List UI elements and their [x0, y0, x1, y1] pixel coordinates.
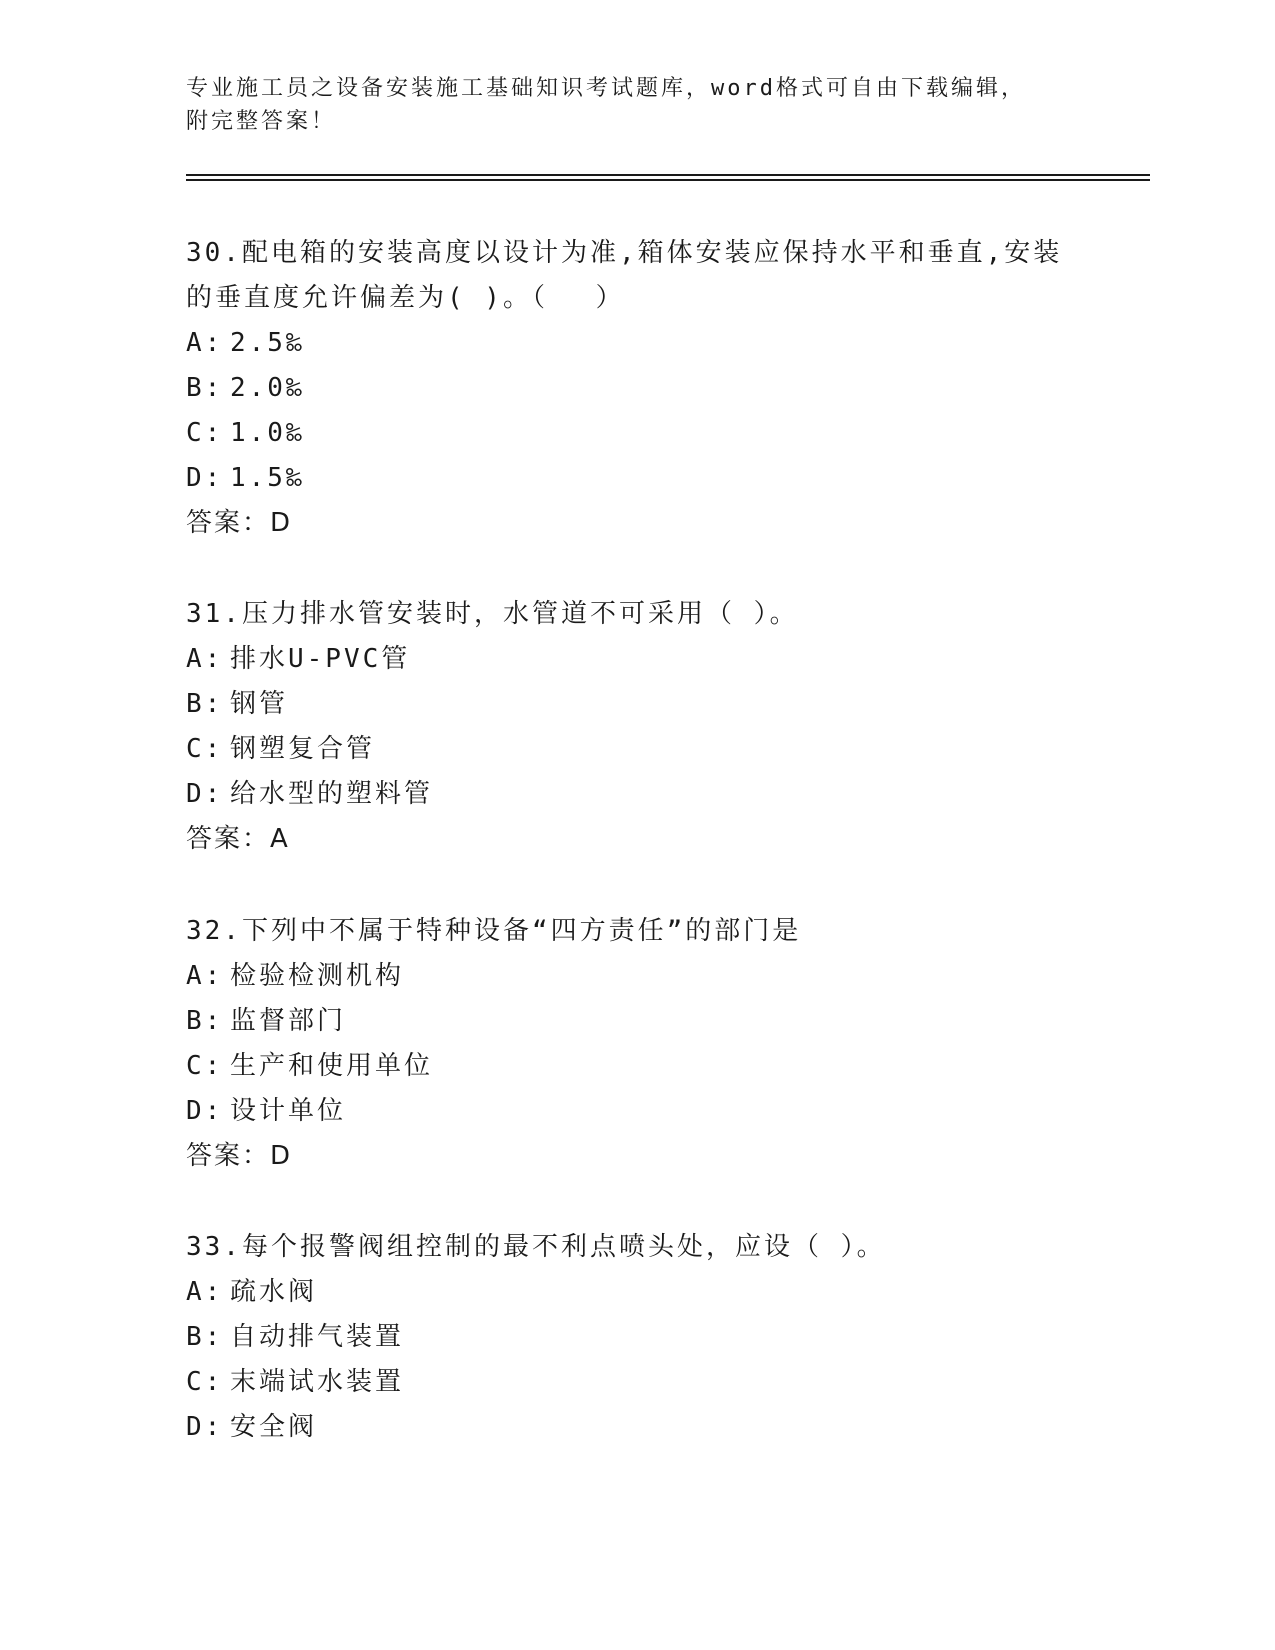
option-text: 末端试水装置 [230, 1367, 405, 1397]
option-key: B: [186, 1322, 224, 1352]
answer-line: 答案：D [186, 1141, 293, 1171]
option-text: 生产和使用单位 [230, 1051, 434, 1081]
option-key: C: [186, 734, 224, 764]
question-31 [186, 592, 1086, 862]
option-key: C: [186, 1367, 224, 1397]
option-key: A: [186, 961, 224, 991]
answer-line: 答案：D [186, 508, 293, 538]
option-a [186, 954, 1086, 999]
option-text: 2.0‰ [230, 373, 305, 403]
option-text: 2.5‰ [230, 328, 305, 358]
option-key: D: [186, 463, 224, 493]
option-text: 钢塑复合管 [230, 734, 376, 764]
option-c [186, 1044, 1086, 1089]
option-key: B: [186, 1006, 224, 1036]
option-text: 1.0‰ [230, 418, 305, 448]
option-text: 自动排气装置 [230, 1322, 405, 1352]
option-c [186, 1360, 1086, 1405]
option-text: 给水型的塑料管 [230, 779, 434, 809]
option-a [186, 321, 1086, 366]
answer-line: 答案：A [186, 824, 290, 854]
question-stem: 32.下列中不属于特种设备“四方责任”的部门是 [186, 916, 802, 946]
option-key: A: [186, 1277, 224, 1307]
option-key: A: [186, 644, 224, 674]
option-text: 安全阀 [230, 1412, 318, 1442]
header-double-rule [186, 174, 1150, 181]
option-key: D: [186, 1096, 224, 1126]
option-key: B: [186, 689, 224, 719]
option-text: 设计单位 [230, 1096, 347, 1126]
option-text: 1.5‰ [230, 463, 305, 493]
option-d [186, 456, 1086, 501]
question-stem: 30.配电箱的安装高度以设计为准,箱体安装应保持水平和垂直,安装的垂直度允许偏差为( )。（ ） [186, 238, 1063, 313]
option-key: C: [186, 418, 224, 448]
option-b [186, 682, 1086, 727]
option-b [186, 1315, 1086, 1360]
option-b [186, 999, 1086, 1044]
option-key: D: [186, 1412, 224, 1442]
option-key: A: [186, 328, 224, 358]
option-d [186, 772, 1086, 817]
question-33 [186, 1225, 1086, 1450]
option-a [186, 637, 1086, 682]
option-b [186, 366, 1086, 411]
option-c [186, 411, 1086, 456]
question-32 [186, 909, 1086, 1179]
option-text: 检验检测机构 [230, 961, 405, 991]
option-c [186, 727, 1086, 772]
question-stem: 31.压力排水管安装时，水管道不可采用（ ）。 [186, 599, 799, 629]
question-stem: 33.每个报警阀组控制的最不利点喷头处，应设（ ）。 [186, 1232, 886, 1262]
option-key: D: [186, 779, 224, 809]
option-a [186, 1270, 1086, 1315]
option-key: C: [186, 1051, 224, 1081]
question-30 [186, 231, 1086, 546]
document-header-note: 专业施工员之设备安装施工基础知识考试题库，word格式可自由下载编辑，附完整答案！ [186, 76, 1026, 134]
option-text: 监督部门 [230, 1006, 347, 1036]
option-text: 排水U-PVC管 [230, 644, 411, 674]
option-d [186, 1089, 1086, 1134]
option-text: 钢管 [230, 689, 289, 719]
option-d [186, 1405, 1086, 1450]
option-text: 疏水阀 [230, 1277, 318, 1307]
option-key: B: [186, 373, 224, 403]
